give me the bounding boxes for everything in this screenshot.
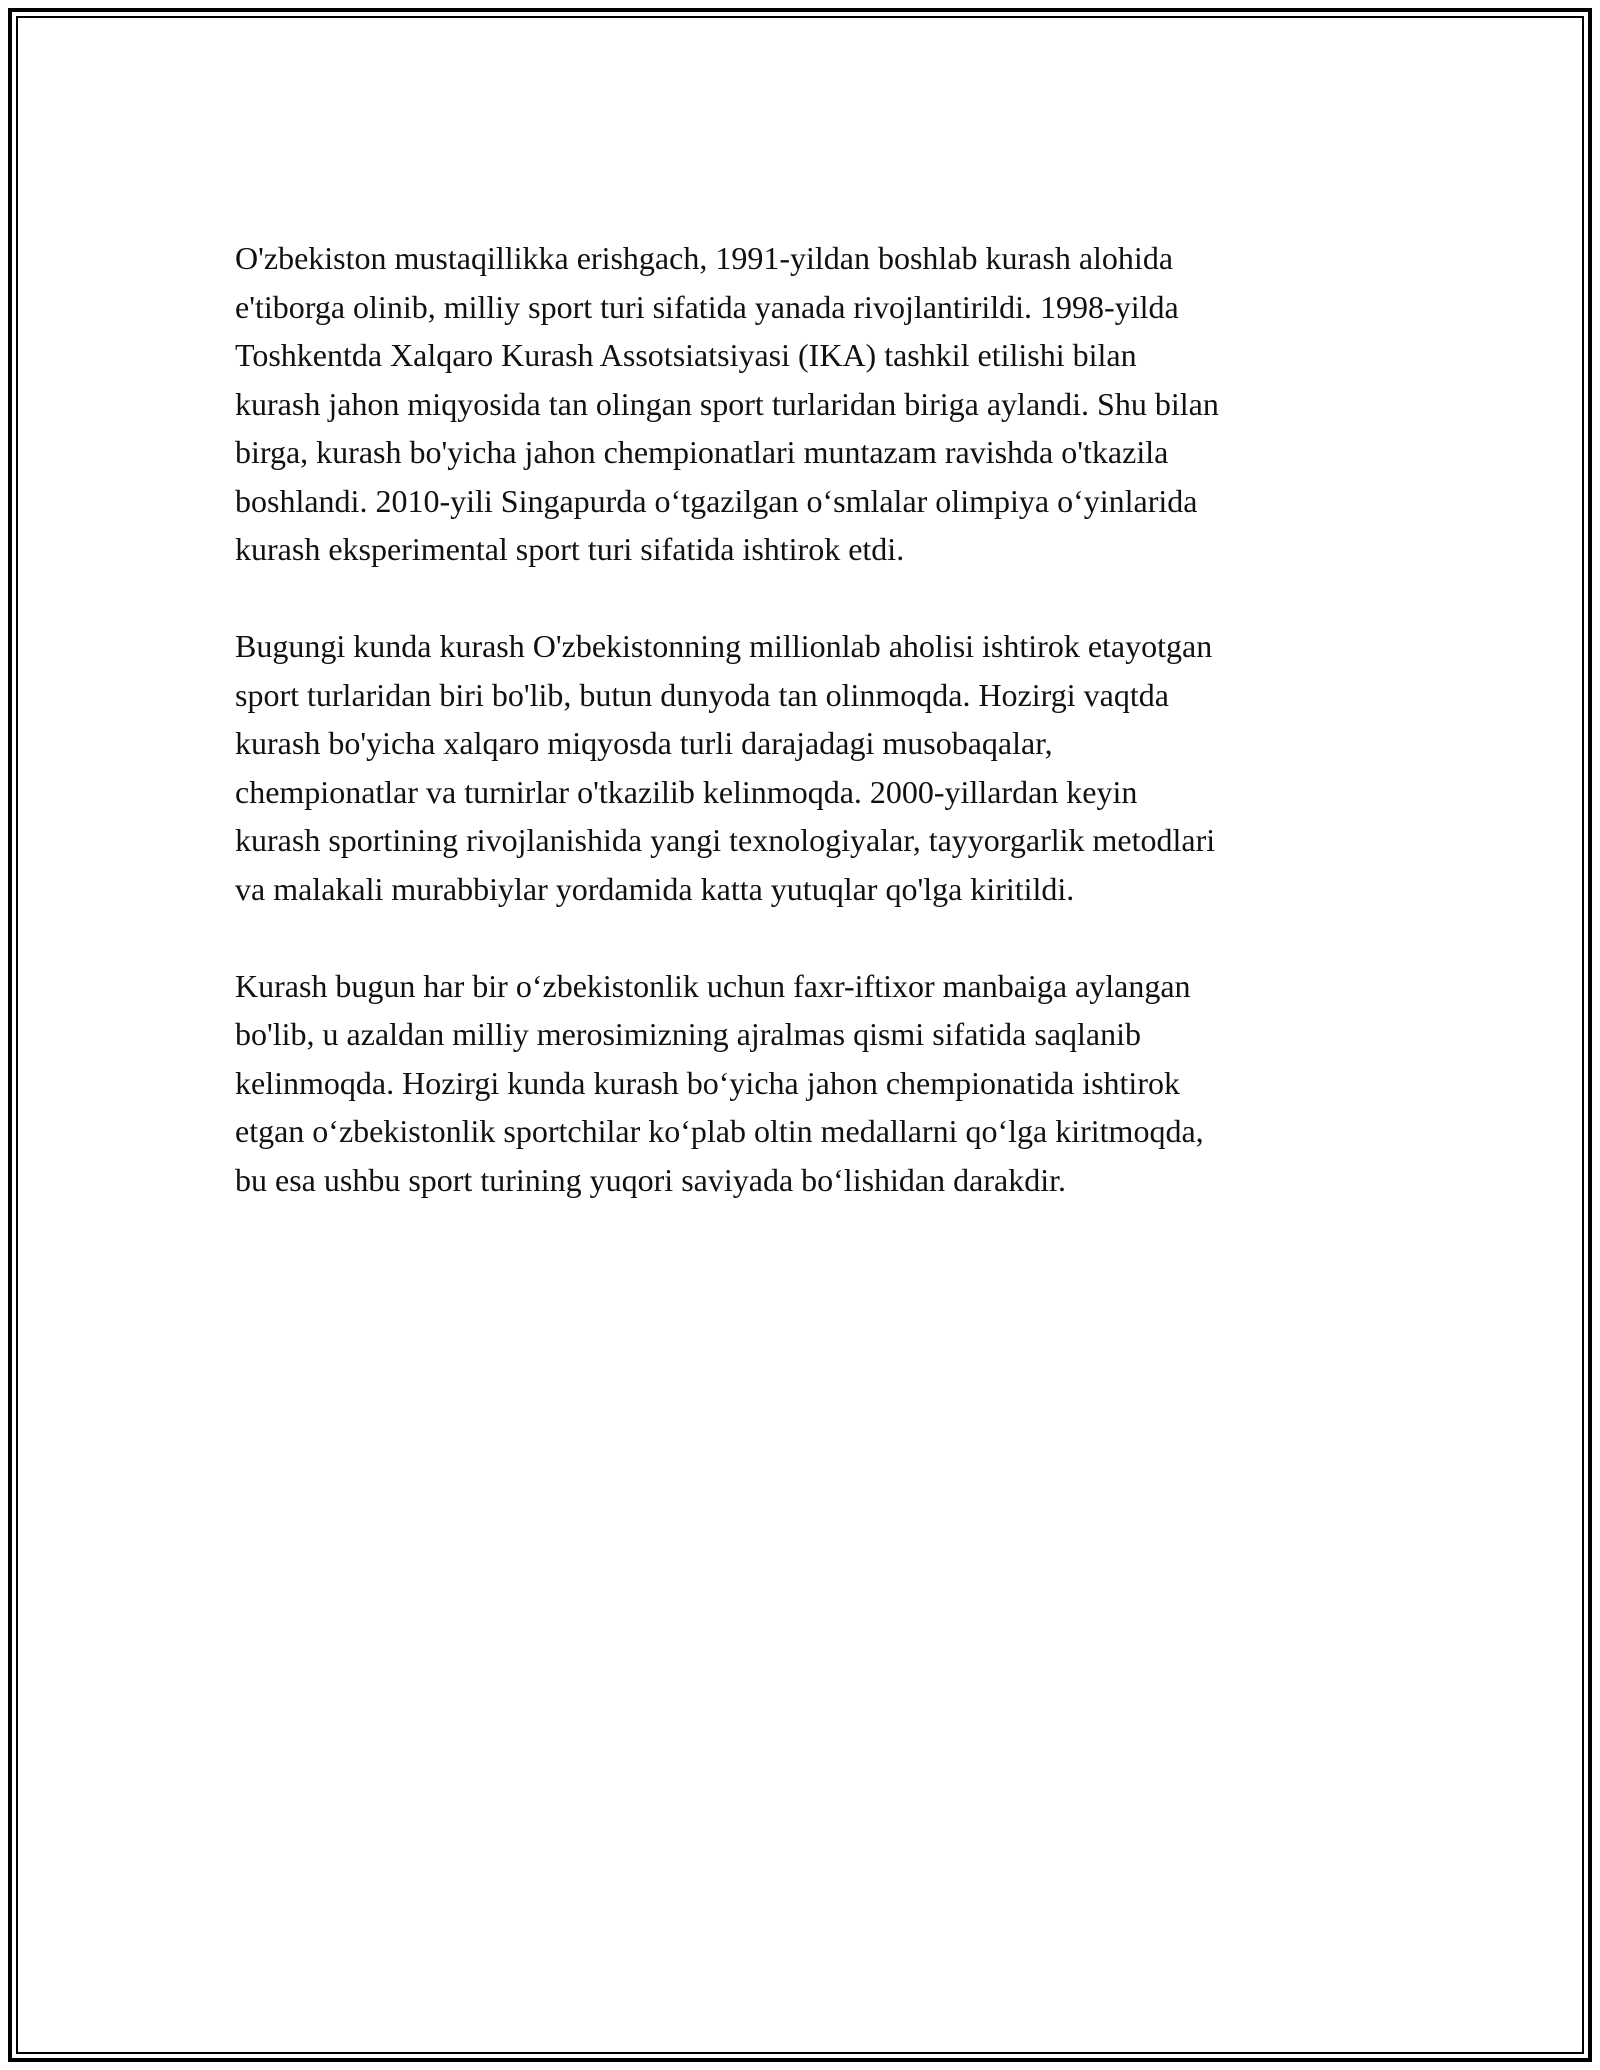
text-line: kurash eksperimental sport turi sifatida ishtirok etdi. xyxy=(235,531,905,567)
document-body xyxy=(235,234,1375,1253)
text-line: chempionatlar va turnirlar o'tkazilib kelinmoqda. 2000-yillardan keyin xyxy=(235,773,1138,810)
text-line: boshlandi. 2010-yili Singapurda o‘tgazilgan o‘smlalar olimpiya o‘yinlarida xyxy=(235,482,1198,519)
text-line: kelinmoqda. Hozirgi kunda kurash bo‘yicha jahon chempionatida ishtirok xyxy=(235,1064,1180,1101)
text-line: Toshkentda Xalqaro Kurash Assotsiatsiyasi (IKA) tashkil etilishi bilan xyxy=(235,337,1137,373)
text-line: e'tiborga olinib, milliy sport turi sifatida yanada rivojlantirildi. 1998-yilda xyxy=(235,288,1179,325)
text-line: etgan o‘zbekistonlik sportchilar ko‘plab oltin medallarni qo‘lga kiritmoqda, xyxy=(235,1113,1204,1149)
paragraph-2 xyxy=(235,622,1375,913)
text-line: sport turlaridan biri bo'lib, butun dunyoda tan olinmoqda. Hozirgi vaqtda xyxy=(235,676,1169,713)
paragraph-3 xyxy=(235,962,1375,1205)
text-line: kurash jahon miqyosida tan olingan sport turlaridan biriga aylandi. Shu bilan xyxy=(235,385,1219,422)
text-line: birga, kurash bo'yicha jahon chempionatlari muntazam ravishda o'tkazila xyxy=(235,434,1169,470)
text-line: bu esa ushbu sport turining yuqori saviyada bo‘lishidan darakdir. xyxy=(235,1161,1066,1198)
text-line: kurash bo'yicha xalqaro miqyosda turli darajadagi musobaqalar, xyxy=(235,725,1053,761)
text-line: Bugungi kunda kurash O'zbekistonning millionlab aholisi ishtirok etayotgan xyxy=(235,628,1213,664)
paragraph-1 xyxy=(235,234,1375,574)
text-line: bo'lib, u azaldan milliy merosimizning ajralmas qismi sifatida saqlanib xyxy=(235,1016,1142,1052)
text-line: kurash sportining rivojlanishida yangi texnologiyalar, tayyorgarlik metodlari xyxy=(235,822,1216,858)
text-line: va malakali murabbiylar yordamida katta yutuqlar qo'lga kiritildi. xyxy=(235,870,1075,907)
text-line: Kurash bugun har bir o‘zbekistonlik uchun faxr-iftixor manbaiga aylangan xyxy=(235,967,1191,1004)
text-line: O'zbekiston mustaqillikka erishgach, 1991-yildan boshlab kurash alohida xyxy=(235,240,1174,276)
